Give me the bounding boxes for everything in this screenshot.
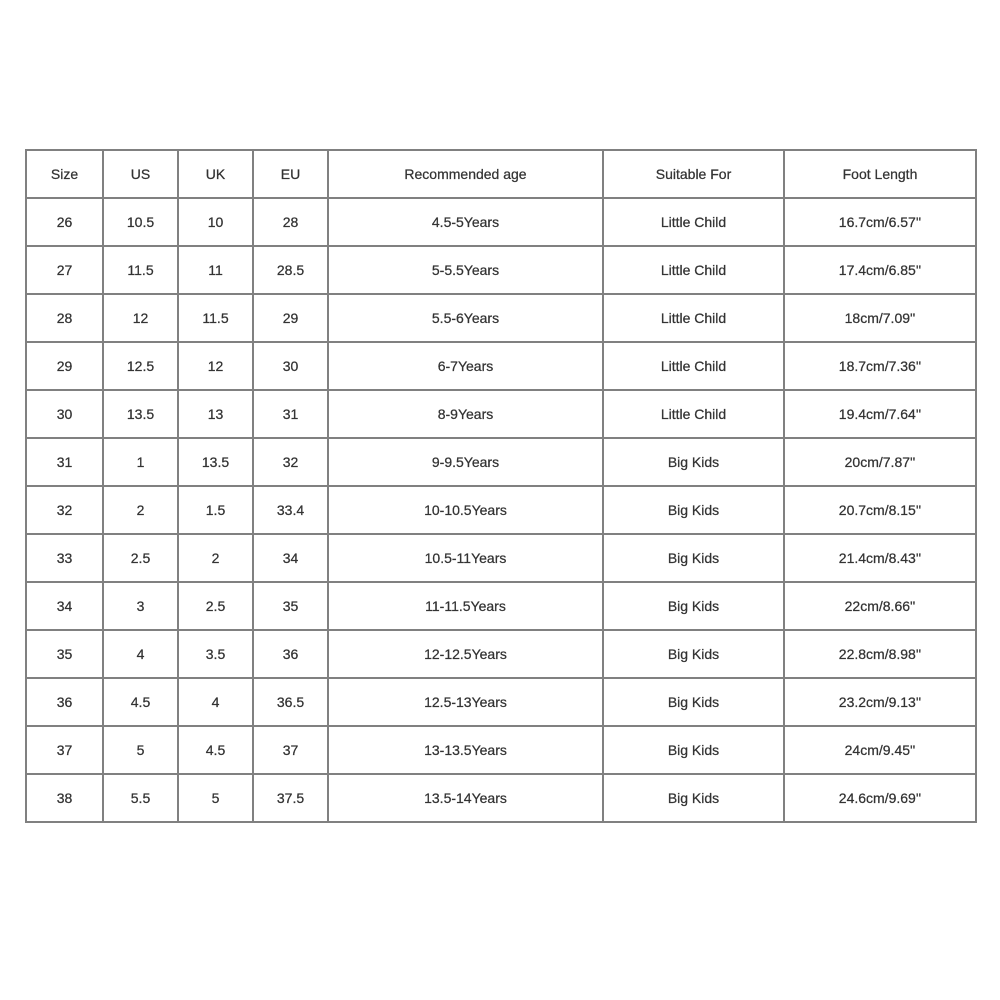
table-row <box>26 726 976 774</box>
table-header-row <box>26 150 976 198</box>
cell-foot-length: 18cm/7.09'' <box>784 294 976 342</box>
cell-eu: 28.5 <box>253 246 328 294</box>
cell-recommended-age: 5-5.5Years <box>328 246 603 294</box>
cell-foot-length: 17.4cm/6.85'' <box>784 246 976 294</box>
table-row <box>26 294 976 342</box>
cell-suitable-for: Big Kids <box>603 678 784 726</box>
cell-foot-length: 18.7cm/7.36'' <box>784 342 976 390</box>
cell-suitable-for: Little Child <box>603 294 784 342</box>
cell-us: 11.5 <box>103 246 178 294</box>
cell-size: 37 <box>26 726 103 774</box>
cell-foot-length: 23.2cm/9.13'' <box>784 678 976 726</box>
cell-us: 4 <box>103 630 178 678</box>
table-row <box>26 678 976 726</box>
cell-foot-length: 24.6cm/9.69'' <box>784 774 976 822</box>
table-row <box>26 246 976 294</box>
cell-us: 4.5 <box>103 678 178 726</box>
table-row <box>26 630 976 678</box>
table-row <box>26 486 976 534</box>
cell-foot-length: 22cm/8.66'' <box>784 582 976 630</box>
cell-eu: 30 <box>253 342 328 390</box>
cell-recommended-age: 13.5-14Years <box>328 774 603 822</box>
cell-suitable-for: Big Kids <box>603 534 784 582</box>
cell-suitable-for: Big Kids <box>603 774 784 822</box>
cell-uk: 2 <box>178 534 253 582</box>
table-row <box>26 438 976 486</box>
cell-recommended-age: 9-9.5Years <box>328 438 603 486</box>
cell-size: 33 <box>26 534 103 582</box>
table-row <box>26 774 976 822</box>
table-row <box>26 342 976 390</box>
cell-foot-length: 19.4cm/7.64'' <box>784 390 976 438</box>
cell-uk: 4 <box>178 678 253 726</box>
cell-size: 26 <box>26 198 103 246</box>
cell-size: 35 <box>26 630 103 678</box>
cell-us: 2.5 <box>103 534 178 582</box>
cell-eu: 36.5 <box>253 678 328 726</box>
cell-foot-length: 22.8cm/8.98'' <box>784 630 976 678</box>
cell-recommended-age: 10-10.5Years <box>328 486 603 534</box>
cell-uk: 12 <box>178 342 253 390</box>
cell-size: 34 <box>26 582 103 630</box>
column-header-eu: EU <box>253 150 328 198</box>
column-header-us: US <box>103 150 178 198</box>
cell-uk: 13.5 <box>178 438 253 486</box>
cell-suitable-for: Big Kids <box>603 630 784 678</box>
cell-eu: 35 <box>253 582 328 630</box>
cell-foot-length: 20.7cm/8.15'' <box>784 486 976 534</box>
cell-size: 28 <box>26 294 103 342</box>
cell-uk: 3.5 <box>178 630 253 678</box>
cell-size: 38 <box>26 774 103 822</box>
cell-recommended-age: 6-7Years <box>328 342 603 390</box>
cell-eu: 37.5 <box>253 774 328 822</box>
cell-eu: 37 <box>253 726 328 774</box>
cell-us: 13.5 <box>103 390 178 438</box>
cell-us: 5.5 <box>103 774 178 822</box>
size-chart-body <box>26 198 976 822</box>
cell-foot-length: 20cm/7.87'' <box>784 438 976 486</box>
cell-uk: 11 <box>178 246 253 294</box>
cell-uk: 13 <box>178 390 253 438</box>
cell-uk: 10 <box>178 198 253 246</box>
cell-us: 3 <box>103 582 178 630</box>
table-row <box>26 390 976 438</box>
cell-suitable-for: Little Child <box>603 390 784 438</box>
cell-suitable-for: Big Kids <box>603 486 784 534</box>
table-row <box>26 582 976 630</box>
cell-us: 1 <box>103 438 178 486</box>
cell-eu: 28 <box>253 198 328 246</box>
cell-suitable-for: Big Kids <box>603 726 784 774</box>
cell-us: 10.5 <box>103 198 178 246</box>
cell-size: 29 <box>26 342 103 390</box>
cell-uk: 4.5 <box>178 726 253 774</box>
cell-us: 2 <box>103 486 178 534</box>
cell-size: 31 <box>26 438 103 486</box>
cell-suitable-for: Little Child <box>603 198 784 246</box>
cell-eu: 29 <box>253 294 328 342</box>
cell-recommended-age: 11-11.5Years <box>328 582 603 630</box>
column-header-foot-length: Foot Length <box>784 150 976 198</box>
cell-us: 12.5 <box>103 342 178 390</box>
column-header-suitable-for: Suitable For <box>603 150 784 198</box>
cell-us: 5 <box>103 726 178 774</box>
cell-recommended-age: 8-9Years <box>328 390 603 438</box>
cell-uk: 5 <box>178 774 253 822</box>
table-row <box>26 198 976 246</box>
cell-suitable-for: Little Child <box>603 246 784 294</box>
cell-uk: 2.5 <box>178 582 253 630</box>
cell-eu: 32 <box>253 438 328 486</box>
cell-uk: 1.5 <box>178 486 253 534</box>
cell-recommended-age: 10.5-11Years <box>328 534 603 582</box>
cell-recommended-age: 4.5-5Years <box>328 198 603 246</box>
column-header-recommended-age: Recommended age <box>328 150 603 198</box>
cell-size: 36 <box>26 678 103 726</box>
cell-recommended-age: 5.5-6Years <box>328 294 603 342</box>
cell-foot-length: 24cm/9.45'' <box>784 726 976 774</box>
column-header-size: Size <box>26 150 103 198</box>
cell-eu: 36 <box>253 630 328 678</box>
column-header-uk: UK <box>178 150 253 198</box>
cell-size: 30 <box>26 390 103 438</box>
cell-uk: 11.5 <box>178 294 253 342</box>
cell-foot-length: 16.7cm/6.57'' <box>784 198 976 246</box>
cell-suitable-for: Big Kids <box>603 582 784 630</box>
cell-eu: 34 <box>253 534 328 582</box>
table-row <box>26 534 976 582</box>
cell-eu: 33.4 <box>253 486 328 534</box>
cell-size: 27 <box>26 246 103 294</box>
cell-suitable-for: Big Kids <box>603 438 784 486</box>
cell-suitable-for: Little Child <box>603 342 784 390</box>
size-chart-table <box>25 149 977 823</box>
cell-recommended-age: 12.5-13Years <box>328 678 603 726</box>
cell-recommended-age: 12-12.5Years <box>328 630 603 678</box>
cell-size: 32 <box>26 486 103 534</box>
cell-recommended-age: 13-13.5Years <box>328 726 603 774</box>
cell-foot-length: 21.4cm/8.43'' <box>784 534 976 582</box>
cell-us: 12 <box>103 294 178 342</box>
cell-eu: 31 <box>253 390 328 438</box>
